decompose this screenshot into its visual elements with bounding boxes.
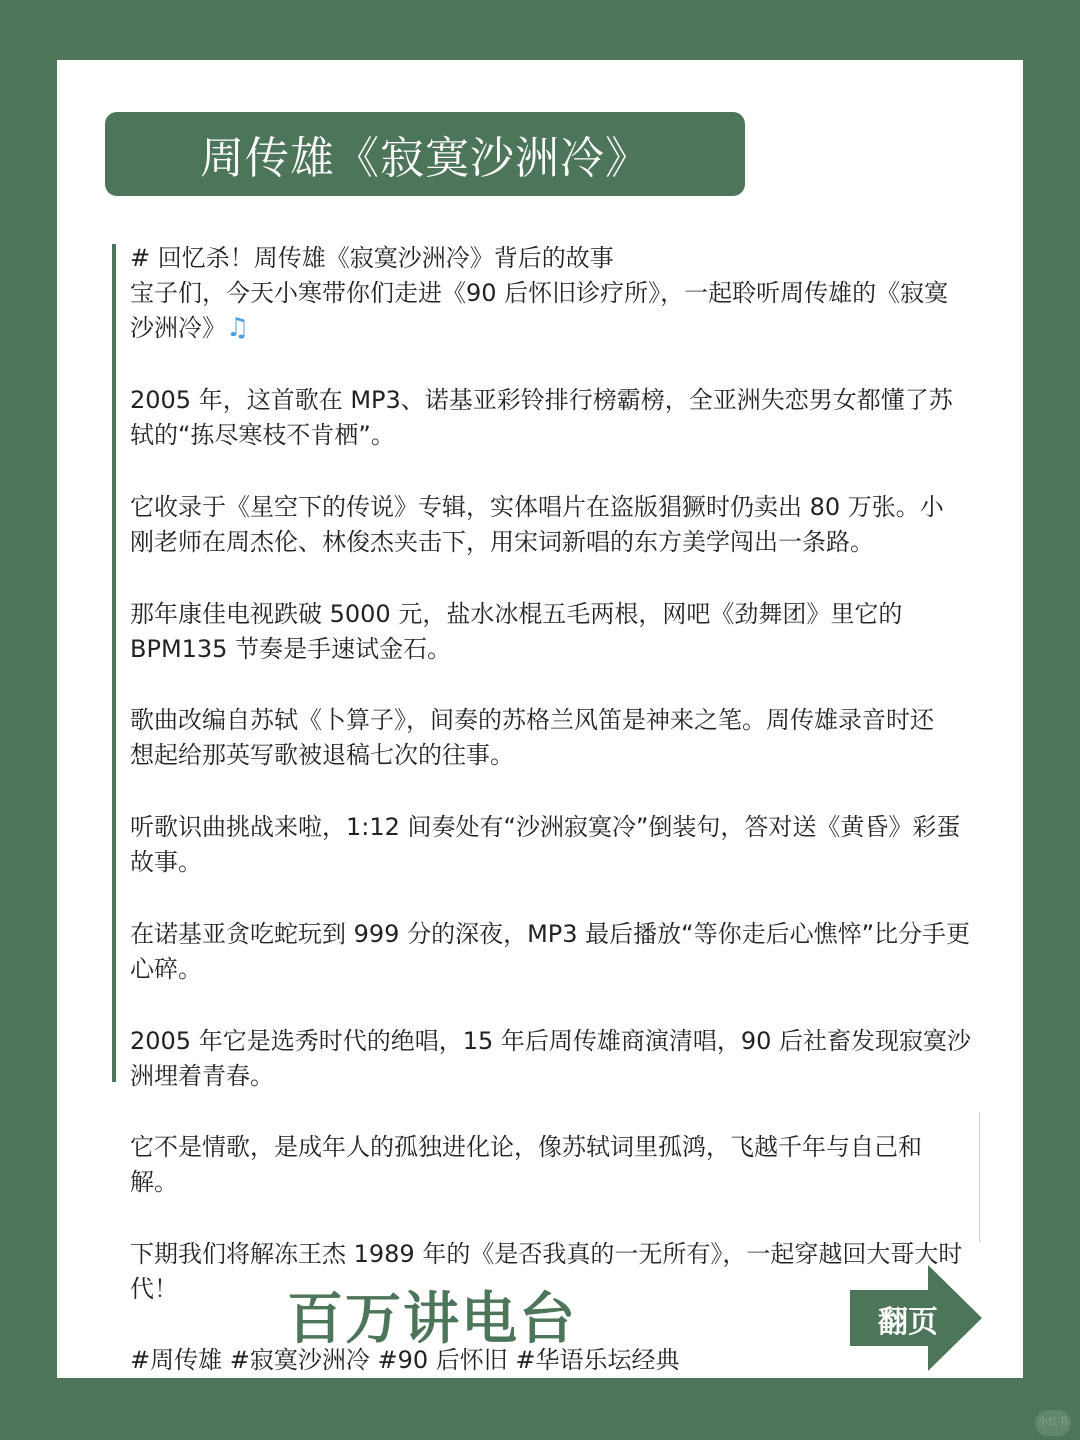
text-line: 洲埋着青春。 xyxy=(130,1062,274,1090)
text-line: 它不是情歌，是成年人的孤独进化论，像苏轼词里孤鸿，飞越千年与自己和 xyxy=(130,1133,922,1161)
text-line: 代！ xyxy=(130,1275,178,1303)
text: 沙洲冷》 xyxy=(130,314,226,342)
paragraph xyxy=(130,383,953,453)
watermark: 小红书 xyxy=(1035,1410,1071,1436)
text-line: BPM135 节奏是手速试金石。 xyxy=(130,635,452,663)
text-line: 想起给那英写歌被退稿七次的往事。 xyxy=(130,741,514,769)
paragraph xyxy=(130,1024,971,1094)
text-line: 刚老师在周杰伦、林俊杰夹击下，用宋词新唱的东方美学闯出一条路。 xyxy=(130,528,874,556)
text-line xyxy=(130,311,948,346)
text-line: 解。 xyxy=(130,1168,178,1196)
music-note-icon: ♫ xyxy=(226,313,250,343)
text-line: # 回忆杀！周传雄《寂寞沙洲冷》背后的故事 xyxy=(130,244,614,272)
paragraph xyxy=(130,703,934,773)
text-line: 在诺基亚贪吃蛇玩到 999 分的深夜，MP3 最后播放“等你走后心憔悴”比分手更 xyxy=(130,920,971,948)
quote-bar xyxy=(112,244,116,1082)
text-line: 它收录于《星空下的传说》专辑，实体唱片在盗版猖獗时仍卖出 80 万张。小 xyxy=(130,493,944,521)
page-title: 周传雄《寂寞沙洲冷》 xyxy=(105,112,745,196)
paragraph xyxy=(130,1130,922,1200)
divider xyxy=(979,1112,980,1242)
text-line: 故事。 xyxy=(130,848,202,876)
text-line: 宝子们，今天小寒带你们走进《90 后怀旧诊疗所》，一起聆听周传雄的《寂寞 xyxy=(130,279,949,307)
paragraph xyxy=(130,810,960,880)
paragraph xyxy=(130,490,944,560)
text-line: 歌曲改编自苏轼《卜算子》，间奏的苏格兰风笛是神来之笔。周传雄录音时还 xyxy=(130,706,934,734)
text-line: 2005 年它是选秀时代的绝唱，15 年后周传雄商演清唱，90 后社畜发现寂寞沙 xyxy=(130,1027,972,1055)
next-page-label: 翻页 xyxy=(878,1305,938,1340)
text-line: 2005 年，这首歌在 MP3、诺基亚彩铃排行榜霸榜，全亚洲失恋男女都懂了苏 xyxy=(130,386,953,414)
text-line: 听歌识曲挑战来啦，1:12 间奏处有“沙洲寂寞冷”倒装句，答对送《黄昏》彩蛋 xyxy=(130,813,961,841)
paragraph xyxy=(130,241,948,346)
brand-logo: 百万讲电台 xyxy=(287,1287,577,1352)
paragraph xyxy=(130,597,902,667)
text-line: 轼的“拣尽寒枝不肯栖”。 xyxy=(130,421,395,449)
text-line: 心碎。 xyxy=(130,955,202,983)
hashtags[interactable]: #周传雄 #寂寞沙洲冷 #90 后怀旧 #华语乐坛经典 xyxy=(130,1346,680,1374)
text-line: 那年康佳电视跌破 5000 元，盐水冰棍五毛两根，网吧《劲舞团》里它的 xyxy=(130,600,903,628)
next-page-button[interactable] xyxy=(850,1265,982,1371)
paragraph xyxy=(130,917,970,987)
text-line: 下期我们将解冻王杰 1989 年的《是否我真的一无所有》，一起穿越回大哥大时 xyxy=(130,1240,963,1268)
